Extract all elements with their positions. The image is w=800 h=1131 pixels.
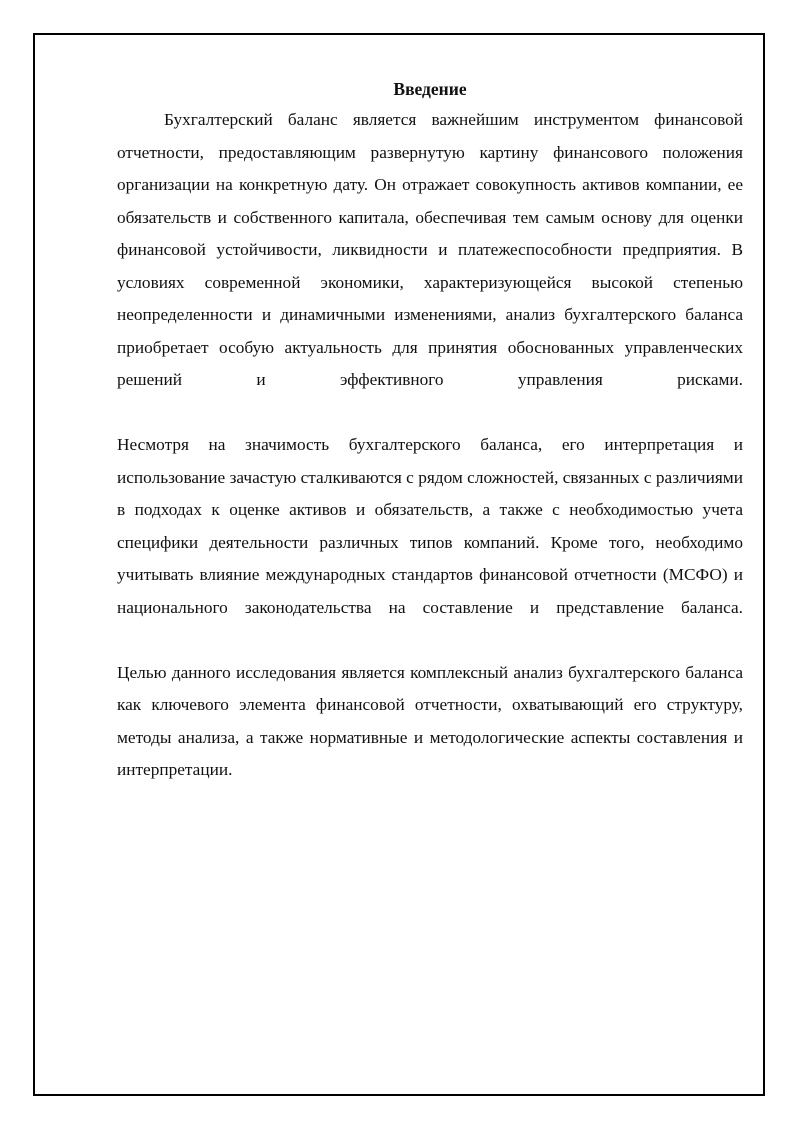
paragraph-challenges: Несмотря на значимость бухгалтерского баланса, его интерпретация и использование зачастую сталкиваются с рядом сложностей, связанных с различиями в подходах к оценке активов и обязательств, а также с необходимостью учета специфики деятельности различных типов компаний. Кроме того, необходимо учитывать влияние международных стандартов финансовой отчетности (МСФО) и национального законодательства на составление и представление баланса. xyxy=(117,435,743,617)
document-title: Введение xyxy=(393,79,467,99)
paragraph-intro: Бухгалтерский баланс является важнейшим инструментом финансовой отчетности, предоставляющим развернутую картину финансового положения организации на конкретную дату. Он отражает совокупность активов компании, ее обязательств и собственного капитала, обеспечивая тем самым основу для оценки финансовой устойчивости, ликвидности и платежеспособности предприятия. В условиях современной экономики, характеризующейся высокой степенью неопределенности и динамичными изменениями, анализ бухгалтерского баланса приобретает особую актуальность для принятия обоснованных управленческих решений и эффективного управления рисками. xyxy=(117,110,743,389)
paragraph-spacer xyxy=(117,397,743,430)
document-body xyxy=(117,74,743,787)
paragraph-spacer xyxy=(117,624,743,657)
paragraph-goal: Целью данного исследования является комплексный анализ бухгалтерского баланса как ключевого элемента финансовой отчетности, охватывающий его структуру, методы анализа, а также нормативные и методологические аспекты составления и интерпретации. xyxy=(117,662,743,779)
